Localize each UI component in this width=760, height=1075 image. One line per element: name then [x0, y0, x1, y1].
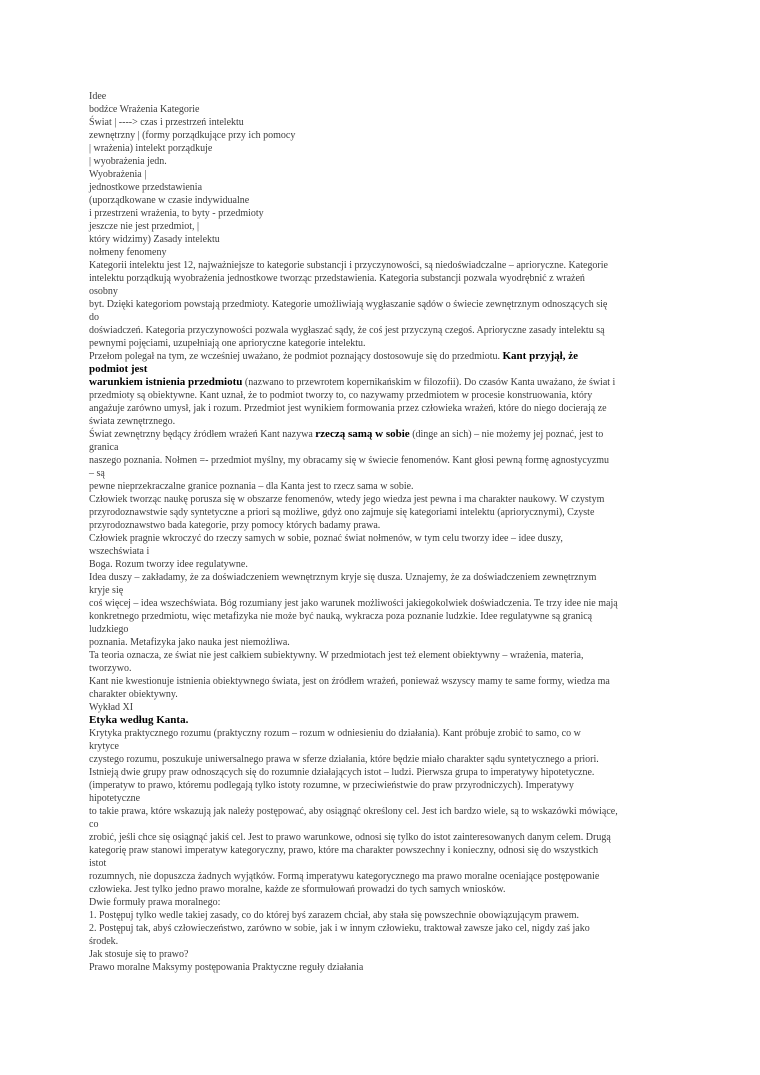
text-line — [89, 792, 689, 805]
text-line — [89, 467, 689, 480]
text-line — [89, 168, 689, 181]
text-line — [89, 142, 689, 155]
text-run: przedmioty są obiektywne. Kant uznał, że to podmiot tworzy to, co nazywamy przedmiotem w procesie konstruowania, który — [89, 390, 593, 401]
text-run: do — [89, 312, 99, 323]
text-line — [89, 818, 689, 831]
text-run: angażuje zarówno umysł, jak i rozum. Przedmiot jest wynikiem formowania przez człowieka wrażeń, które do niego docierają ze — [89, 403, 607, 414]
bold-text: rzeczą samą w sobie — [315, 428, 410, 440]
text-line — [89, 402, 689, 415]
text-run: kategorię praw stanowi imperatyw kategoryczny, prawo, które ma charakter powszechny i konieczny, odnosi się do wszystkich — [89, 845, 599, 856]
text-line — [89, 233, 689, 246]
text-line — [89, 480, 689, 493]
text-run: zewnętrzny | (formy porządkujące przy ich pomocy — [89, 130, 296, 141]
text-run: | wyobrażenia jedn. — [89, 156, 167, 167]
text-line — [89, 194, 689, 207]
text-line — [89, 415, 689, 428]
text-line — [89, 324, 689, 337]
text-run: Ta teoria oznacza, ze świat nie jest całkiem subiektywny. W przedmiotach jest też element obiektywny – wrażenia, materia, — [89, 650, 584, 661]
text-run: | wrażenia) intelekt porządkuje — [89, 143, 213, 154]
text-run: 1. Postępuj tylko wedle takiej zasady, co do której byś zarazem chciał, aby stała się powszechnie obowiązującym prawem. — [89, 910, 580, 921]
text-run: tworzywo. — [89, 663, 132, 674]
text-run: zrobić, jeśli chce się osiągnąć jakiś cel. Jest to prawo warunkowe, odnosi się tylko do istot zainteresowanych danym celem. Drugą — [89, 832, 611, 843]
text-line — [89, 766, 689, 779]
text-line — [89, 753, 689, 766]
text-run: Kant nie kwestionuje istnienia obiektywnego świata, jest on źródłem wrażeń, ponieważ wszyscy mamy te same formy, wiedza ma — [89, 676, 610, 687]
text-run: Istnieją dwie grupy praw odnoszących się do rozumnie działających istot – ludzi. Pierwsza grupa to imperatywy hipotetyczne. — [89, 767, 595, 778]
text-run: (nazwano to przewrotem kopernikańskim w filozofii). Do czasów Kanta uważano, że świat i — [242, 377, 616, 388]
text-run: (uporządkowane w czasie indywidualne — [89, 195, 250, 206]
text-line — [89, 714, 689, 727]
text-line — [89, 727, 689, 740]
text-line — [89, 779, 689, 792]
text-run: hipotetyczne — [89, 793, 141, 804]
text-line — [89, 857, 689, 870]
text-line — [89, 805, 689, 818]
text-line — [89, 701, 689, 714]
text-run: charakter obiektywny. — [89, 689, 178, 700]
text-run: człowieka. Jest tylko jedno prawo moralne, każde ze sformułowań prowadzi do tych samych wniosków. — [89, 884, 506, 895]
text-run: pewnymi pojęciami, uzupełniają one aprioryczne kategorie intelektu. — [89, 338, 366, 349]
text-line — [89, 870, 689, 883]
text-run: Przełom polegał na tym, ze wcześniej uważano, że podmiot poznający dostosowuje się do przedmiotu. — [89, 351, 503, 362]
text-run: osobny — [89, 286, 118, 297]
text-line — [89, 623, 689, 636]
text-line — [89, 337, 689, 350]
text-run: krytyce — [89, 741, 119, 752]
text-line — [89, 532, 689, 545]
text-line — [89, 558, 689, 571]
text-run: intelektu porządkują wyobrażenia jednostkowe tworząc przedstawienia. Kategoria substancji pozwala wyodrębnić z wrażeń — [89, 273, 585, 284]
text-line — [89, 389, 689, 402]
text-run: ludzkiego — [89, 624, 129, 635]
text-line — [89, 363, 689, 376]
text-run: Jak stosuje się to prawo? — [89, 949, 189, 960]
text-line — [89, 545, 689, 558]
text-line — [89, 207, 689, 220]
text-line — [89, 272, 689, 285]
text-run: i przestrzeni wrażenia, to byty - przedmioty — [89, 208, 264, 219]
text-line — [89, 376, 689, 389]
text-line — [89, 961, 689, 974]
bold-text: Etyka według Kanta. — [89, 714, 189, 726]
text-run: Wyobrażenia | — [89, 169, 147, 180]
text-line — [89, 519, 689, 532]
text-run: jednostkowe przedstawienia — [89, 182, 203, 193]
bold-text: warunkiem istnienia przedmiotu — [89, 376, 243, 388]
text-run: coś więcej – idea wszechświata. Bóg rozumiany jest jako warunek możliwości jakiegokolwiek doświadczenia. Te trzy idee nie mają — [89, 598, 618, 609]
text-line — [89, 844, 689, 857]
text-run: bodźce Wrażenia Kategorie — [89, 104, 200, 115]
text-line — [89, 896, 689, 909]
text-line — [89, 675, 689, 688]
text-run: który widzimy) Zasady intelektu — [89, 234, 220, 245]
text-run: poznania. Metafizyka jako nauka jest niemożliwa. — [89, 637, 290, 648]
text-run: pewne nieprzekraczalne granice poznania – dla Kanta jest to rzecz sama w sobie. — [89, 481, 414, 492]
text-run: konkretnego przedmiotu, więc metafizyka nie może być nauką, wykracza poza poznanie ludzkie. Idee regulatywne są granicą — [89, 611, 593, 622]
text-run: czystego rozumu, poszukuje uniwersalnego prawa w sferze działania, które będzie miało charakter sądu syntetycznego a priori. — [89, 754, 599, 765]
text-run: Prawo moralne Maksymy postępowania Praktyczne reguły działania — [89, 962, 364, 973]
text-run: świata zewnętrznego. — [89, 416, 176, 427]
text-line — [89, 831, 689, 844]
text-run: doświadczeń. Kategoria przyczynowości pozwala wygłaszać sądy, że coś jest przyczyną czegoś. Aprioryczne zasady intelektu są — [89, 325, 605, 336]
text-run: przyrodoznawstwie sądy syntetyczne a priori są możliwe, gdyż ono zajmuje się kategoriami intelektu (apriorycznymi), Czyste — [89, 507, 595, 518]
text-line — [89, 103, 689, 116]
text-run: Wykład XI — [89, 702, 134, 713]
text-run: nołmeny fenomeny — [89, 247, 167, 258]
text-line — [89, 350, 689, 363]
text-line — [89, 571, 689, 584]
text-line — [89, 584, 689, 597]
text-run: granica — [89, 442, 119, 453]
text-line — [89, 883, 689, 896]
text-run: Krytyka praktycznego rozumu (praktyczny rozum – rozum w odniesieniu do działania). Kant próbuje zrobić to samo, co w — [89, 728, 581, 739]
text-line — [89, 922, 689, 935]
text-line — [89, 948, 689, 961]
text-line — [89, 220, 689, 233]
text-run: Świat zewnętrzny będący źródłem wrażeń Kant nazywa — [89, 429, 316, 440]
text-run: istot — [89, 858, 107, 869]
text-line — [89, 688, 689, 701]
text-run: to takie prawa, które wskazują jak należy postępować, aby osiągnąć określony cel. Jest ich bardzo wiele, są to wskazówki mówiące, — [89, 806, 618, 817]
text-line — [89, 181, 689, 194]
text-run: rozumnych, nie dopuszcza żadnych wyjątków. Formą imperatywu kategorycznego ma prawo moralne oceniające postępowanie — [89, 871, 600, 882]
text-run: kryje się — [89, 585, 124, 596]
bold-text: podmiot jest — [89, 363, 148, 375]
text-run: co — [89, 819, 99, 830]
text-line — [89, 285, 689, 298]
text-line — [89, 311, 689, 324]
text-run: Boga. Rozum tworzy idee regulatywne. — [89, 559, 248, 570]
text-line — [89, 428, 689, 441]
text-line — [89, 597, 689, 610]
text-line — [89, 506, 689, 519]
text-line — [89, 298, 689, 311]
text-line — [89, 454, 689, 467]
text-run: Idea duszy – zakładamy, że za doświadczeniem wewnętrznym kryje się dusza. Uznajemy, że za doświadczeniem zewnętrznym — [89, 572, 597, 583]
text-line — [89, 441, 689, 454]
text-line — [89, 155, 689, 168]
text-line — [89, 649, 689, 662]
text-run: Człowiek pragnie wkroczyć do rzeczy samych w sobie, poznać świat nołmenów, w tym celu tworzy idee – idee duszy, — [89, 533, 563, 544]
text-line — [89, 909, 689, 922]
text-run: (dinge an sich) – nie możemy jej poznać, jest to — [409, 429, 604, 440]
text-run: 2. Postępuj tak, abyś człowieczeństwo, zarówno w sobie, jak i w innym człowieku, traktował zawsze jako cel, nigdy zaś jako — [89, 923, 590, 934]
text-run: – są — [89, 468, 105, 479]
text-line — [89, 259, 689, 272]
text-line — [89, 740, 689, 753]
text-line — [89, 610, 689, 623]
text-run: naszego poznania. Nołmen =- przedmiot myślny, my obracamy się w świecie fenomenów. Kant głosi pewną formę agnostycyzmu — [89, 455, 610, 466]
text-line — [89, 129, 689, 142]
text-line — [89, 116, 689, 129]
text-line — [89, 90, 689, 103]
text-run: Dwie formuły prawa moralnego: — [89, 897, 221, 908]
text-run: (imperatyw to prawo, któremu podlegają tylko istoty rozumne, w przeciwieństwie do praw przyrodniczych). Imperatywy — [89, 780, 574, 791]
text-run: Kategorii intelektu jest 12, najważniejsze to kategorie substancji i przyczynowości, są niedoświadczalne – aprioryczne. Kategorie — [89, 260, 608, 271]
text-run: przyrodoznawstwo bada kategorie, przy pomocy których badamy prawa. — [89, 520, 381, 531]
text-run: byt. Dzięki kategoriom powstają przedmioty. Kategorie umożliwiają wygłaszanie sądów o świecie zewnętrznym odnoszących się — [89, 299, 608, 310]
text-line — [89, 662, 689, 675]
text-run: Idee — [89, 91, 107, 102]
text-run: Człowiek tworząc naukę porusza się w obszarze fenomenów, wtedy jego wiedza jest pewna i ma charakter naukowy. W czystym — [89, 494, 605, 505]
text-run: wszechświata i — [89, 546, 150, 557]
text-line — [89, 636, 689, 649]
document-page — [89, 90, 689, 974]
text-line — [89, 935, 689, 948]
text-line — [89, 246, 689, 259]
text-line — [89, 493, 689, 506]
text-run: Świat | ----> czas i przestrzeń intelektu — [89, 117, 244, 128]
text-run: środek. — [89, 936, 119, 947]
text-run: jeszcze nie jest przedmiot, | — [89, 221, 200, 232]
bold-text: Kant przyjął, że — [502, 350, 578, 362]
